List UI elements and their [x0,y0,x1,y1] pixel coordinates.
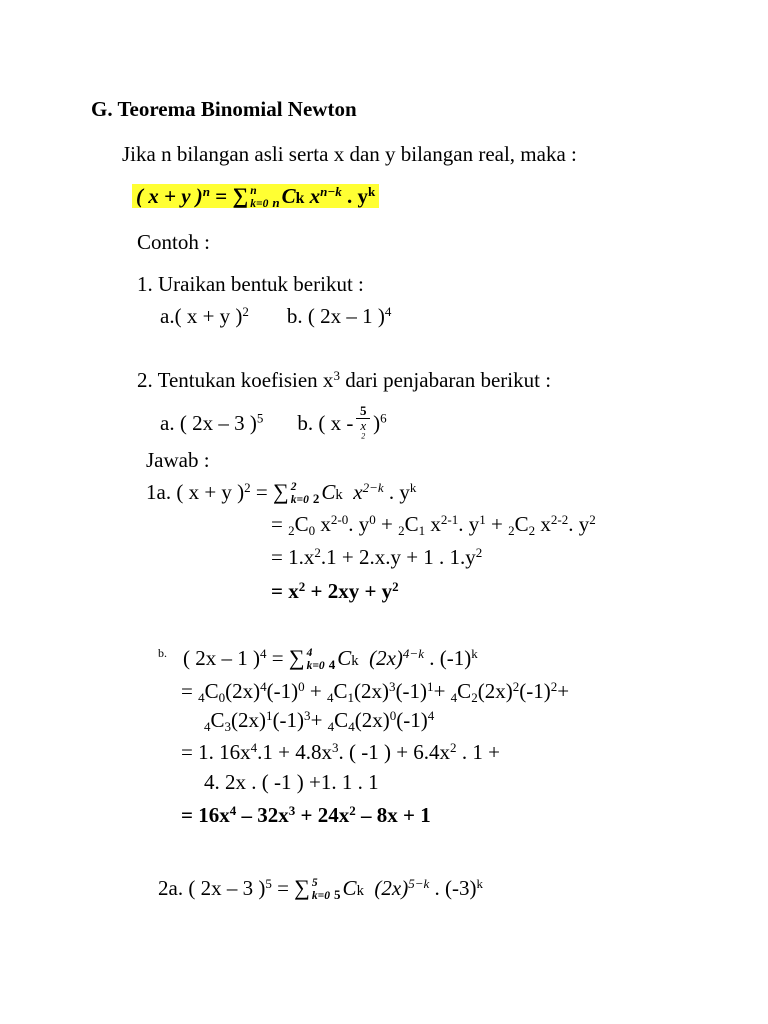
sol1b-l2-t15: 1 [427,678,434,694]
q2-b-den-base: x [360,417,367,433]
formula-c: C [281,184,296,208]
sol1b-l2-t23: 2 [550,678,558,694]
sol1a-pre-n: 2 [312,490,320,506]
sol1b-line4 [181,738,500,766]
sol1a-l2-t1: 2 [288,522,295,538]
sol1a-l3-t2: .1 + 2.x.y + 1 . 1.y [320,545,476,569]
sol2a-c-sub: k [356,883,364,899]
sol1b-l2-t11: 1 [347,689,355,705]
sol2a-c: C [342,876,357,900]
sol1b-label: b. [158,646,167,660]
sol1b-l6-t6: – 8x + 1 [355,803,431,827]
sol1b-x-exp: 4−k [402,645,424,661]
sol1b-l2-t5: 4 [260,678,267,694]
sol1a-l3-t0: = 1.x [271,545,315,569]
sol1b-line1 [158,644,478,679]
sigma-upper: n [250,184,257,197]
sol1a-lhs: 1a. ( x + y ) [146,480,245,504]
sol1a-l2-t16: + [485,512,509,536]
binomial-formula [132,182,379,217]
sol1a-l2-t19: 2 [528,522,536,538]
sol1b-l4-t4: . ( -1 ) + 6.4x [338,740,451,764]
formula-x: x [309,184,321,208]
sol1b-l2-t1: 4 [198,689,205,705]
sol1b-eq: = [266,646,289,670]
sol1b-l3-t0: 4 [204,718,211,734]
question-1-title: 1. Uraikan bentuk berikut : [137,272,364,296]
sol1a-l2-t11: 1 [418,522,426,538]
q2-b-post: ) [373,410,381,435]
sigma-lower: k=0 [250,198,269,211]
sol1b-c-sub: k [351,653,359,669]
sol1b-l4-t0: = 1. 16x [181,740,251,764]
sol1a-result [271,577,399,605]
sol1a-l2-t10: C [404,512,419,536]
sol1b-l2-t12: (2x) [354,679,390,703]
sol2a-x: (2x) [374,876,409,900]
sol1b-l2-t2: C [204,679,219,703]
q2-title-post: dari penjabaran berikut : [339,368,552,392]
sol1a-l2-t13: 2-1 [440,511,459,527]
q2-a: a. ( 2x – 3 ) [160,410,257,435]
sol1a-c-sub: k [335,487,343,503]
sol1b-l3-t2: 3 [224,718,232,734]
sol1b-l2-t8: + [304,679,327,703]
sol1b-l6-t2: – 32x [236,803,289,827]
sol1b-l6-t4: + 24x [295,803,350,827]
sol1a-line3 [271,543,482,571]
q2-b-pre: b. ( x - [297,410,354,435]
sigma-symbol: ∑ [273,479,289,504]
sol1b-l4-t5: 2 [450,739,457,755]
sigma-limits [250,186,268,211]
sol1b-line5: 4. 2x . ( -1 ) +1. 1 . 1 [204,770,379,794]
sol1a-line2 [271,510,596,538]
intro-text: Jika n bilangan asli serta x dan y bilangan real, maka : [122,142,577,166]
sol1b-l2-t10: C [333,679,348,703]
sol1b-result [181,801,431,829]
q2-b-exp: 6 [380,410,387,426]
sol1b-l2-t18: C [457,679,472,703]
sigma-lower: k=0 [311,890,331,903]
sol1a-l2-t5: 2-0 [330,511,349,527]
sol1a-l4-t0: = x [271,579,299,603]
q2-title-pre: 2. Tentukan koefisien x [137,368,334,392]
sol1b-l4-t6: . 1 + [456,740,500,764]
sol1b-l3-t10: 4 [348,718,355,734]
sol1a-c: C [321,480,336,504]
formula-c-sub: k [295,190,305,207]
sol2a-line1 [158,874,483,909]
sol1b-l2-t20: (2x) [477,679,513,703]
sol1b-l3-t4: 1 [266,707,273,723]
sol1b-l2-t19: 2 [471,689,478,705]
formula-highlight [132,183,379,211]
sol1a-l2-t7: 0 [369,511,376,527]
sol1a-l2-t23: 2 [589,511,596,527]
sol1b-l2-t9: 4 [327,689,334,705]
sol1b-l2-t16: + [433,679,451,703]
sol1a-x: x [353,480,363,504]
sol1b-l2-t0: = [181,679,199,703]
sol1a-l2-t0: = [271,512,289,536]
sol1b-l2-t17: 4 [450,689,458,705]
sol2a-lhs-exp: 5 [265,875,272,891]
question-1-items [160,302,391,330]
sol1a-l2-t18: C [514,512,529,536]
sol1b-l3-t5: (-1) [272,708,305,732]
sol1b-lhs: ( 2x – 1 ) [183,646,260,670]
q2-b-numerator: 5 [356,404,370,419]
sol1a-dot-y: . y [383,480,410,504]
sol1a-l4-t1: 2 [298,578,306,594]
q2-b-denominator [356,419,370,446]
sol1a-eq: = [250,480,274,504]
q2-title-exp: 3 [333,367,340,383]
sol1b-l6-t5: 2 [349,802,356,818]
sigma-symbol: ∑ [288,645,305,670]
sol1b-l6-t1: 4 [229,802,237,818]
sol2a-y-exp: k [476,875,484,891]
sol1a-l4-t2: + 2xy + y [305,579,393,603]
formula-lhs: ( x + y ) [136,184,203,208]
q1-b: b. ( 2x – 1 ) [286,304,385,328]
sol1a-l2-t4: x [315,512,331,536]
sol1b-l3-t11: (2x) [354,708,390,732]
sol1a-l2-t17: 2 [508,522,515,538]
contoh-label: Contoh : [137,230,210,254]
sol2a-x-exp: 5−k [408,875,430,891]
sol1b-lhs-exp: 4 [260,645,267,661]
sol1a-l3-t1: 2 [314,544,321,560]
sol1b-l4-t3: 3 [331,739,339,755]
sigma-upper: 5 [311,876,318,889]
sol1b-y-exp: k [471,645,478,661]
sol1b-c: C [337,646,352,670]
q2-b-fraction [356,404,370,446]
q1-b-exp: 4 [384,303,392,319]
sol1a-l2-t21: 2-2 [550,511,569,527]
sol1b-l2-t13: 3 [389,678,396,694]
sol1b-l2-t14: (-1) [395,679,428,703]
sol1a-l2-t20: x [535,512,551,536]
sol1a-l2-t9: 2 [398,522,405,538]
sol1a-l2-t8: + [375,512,399,536]
sol1a-l2-t22: . y [568,512,590,536]
sol1a-l2-t14: . y [458,512,480,536]
sol1b-line3 [204,706,434,734]
sol1a-y-exp: k [409,479,417,495]
sol1b-l6-t0: = 16x [181,803,230,827]
sol1b-l2-t22: (-1) [519,679,551,703]
sol2a-lhs: 2a. ( 2x – 3 ) [158,876,266,900]
sol1a-lhs-exp: 2 [244,479,251,495]
question-2-items [160,404,387,446]
sol1b-l2-t3: 0 [218,689,226,705]
section-heading: G. Teorema Binomial Newton [91,97,357,121]
sigma-upper: 4 [306,646,313,659]
sol1b-l3-t7: + [310,708,328,732]
formula-lhs-exp: n [202,183,211,199]
sigma-limits [312,878,330,903]
sol1a-l2-t2: C [294,512,309,536]
jawab-label: Jawab : [146,448,210,472]
sol1b-l2-t6: (-1) [266,679,299,703]
sol2a-eq: = [271,876,295,900]
formula-y-exp: k [368,183,376,199]
q2-a-exp: 5 [256,410,264,426]
sol2a-dot: . (-3) [429,876,477,900]
formula-dot-y: . y [341,184,369,208]
sol1b-l4-t1: 4 [250,739,258,755]
sol1b-l3-t6: 3 [304,707,311,723]
sol1a-l3-t3: 2 [475,544,483,560]
sol1b-l3-t13: (-1) [396,708,428,732]
sigma-upper: 2 [290,480,297,493]
sol1a-x-exp: 2−k [362,479,384,495]
sigma-limits [291,482,309,507]
sol1b-l3-t12: 0 [389,707,397,723]
sigma-lower: k=0 [290,494,309,507]
sol1b-l2-t21: 2 [512,678,520,694]
sol1b-x: (2x) [369,646,403,670]
q1-a: a.( x + y ) [160,304,243,328]
q1-a-exp: 2 [242,303,249,319]
sol1b-line2 [181,677,569,705]
sol1a-l2-t15: 1 [479,511,486,527]
sol1b-dot: . (-1) [423,646,472,670]
sol1a-l2-t3: 0 [308,522,316,538]
sol1a-line1 [146,478,416,513]
sol1b-l4-t2: .1 + 4.8x [257,740,332,764]
sol1b-l3-t14: 4 [427,707,435,723]
formula-pre-n: n [272,194,280,210]
sol1b-l6-t3: 3 [288,802,296,818]
sol1a-l2-t6: . y [348,512,370,536]
sigma-limits [307,648,325,673]
formula-eq: = [210,184,228,208]
sol2a-pre-n: 5 [334,886,341,902]
sol1b-l2-t7: 0 [298,678,305,694]
sol1a-l2-t12: x [425,512,441,536]
sigma-lower: k=0 [306,660,325,673]
sol1b-l2-t24: + [557,679,570,703]
sigma-symbol: ∑ [232,183,249,208]
question-2-title [137,366,551,394]
sol1b-l3-t8: 4 [327,718,335,734]
sol1b-l3-t1: C [210,708,225,732]
sol1a-l4-t3: 2 [392,578,399,594]
sol1b-l2-t4: (2x) [225,679,261,703]
sol1b-pre-n: 4 [328,656,336,672]
sigma-symbol: ∑ [294,875,310,900]
q2-b-den-exp: 2 [361,431,366,441]
formula-x-exp: n−k [320,183,342,199]
sol1b-l3-t3: (2x) [231,708,267,732]
sol1b-l3-t9: C [334,708,349,732]
